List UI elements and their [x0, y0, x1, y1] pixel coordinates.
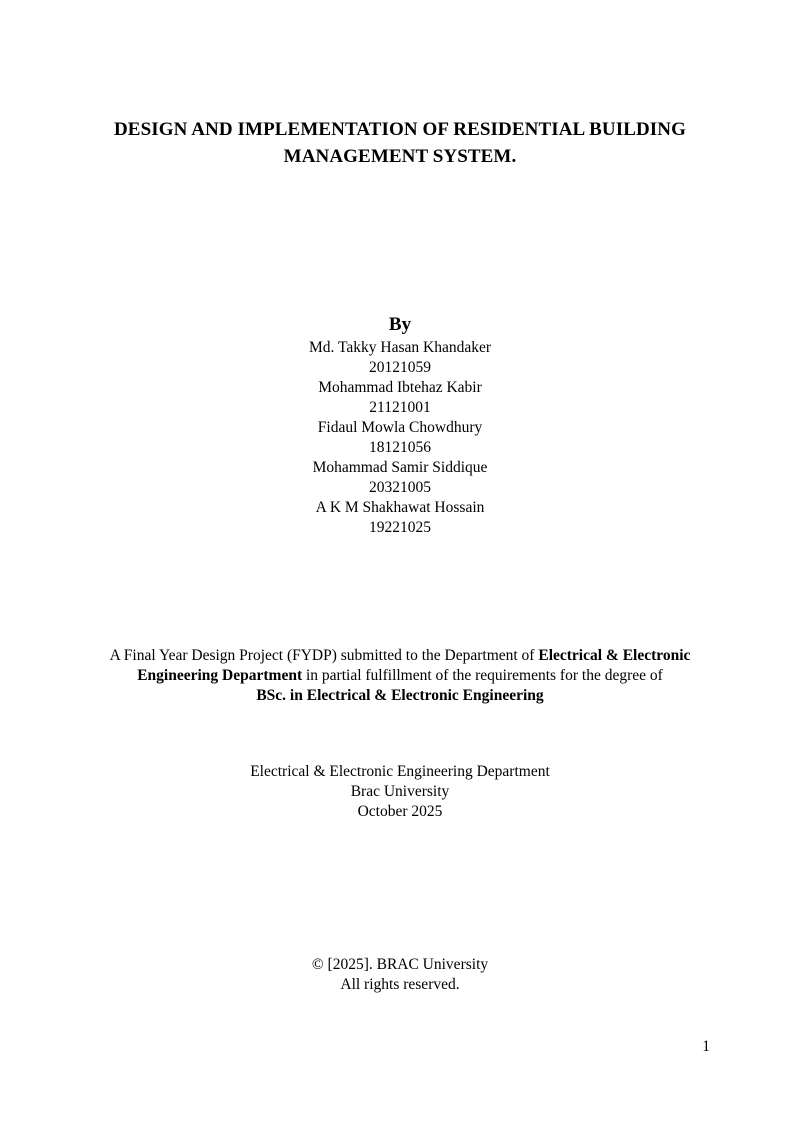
author-name: Mohammad Ibtehaz Kabir	[318, 379, 482, 396]
document-title	[0, 116, 800, 170]
copyright-line-1: © [2025]. BRAC University	[311, 956, 489, 973]
author-id: 19221025	[369, 519, 431, 536]
copyright-notice	[0, 955, 800, 995]
submission-line-1-text: A Final Year Design Project (FYDP) submitted to the Department of	[109, 647, 539, 664]
author-name: Md. Takky Hasan Khandaker	[309, 339, 491, 356]
page-number: 1	[702, 1038, 710, 1055]
title-line-2: MANAGEMENT SYSTEM.	[283, 146, 517, 167]
submission-line-2	[0, 666, 800, 686]
submission-line-3	[0, 686, 800, 706]
author-id: 21121001	[369, 399, 431, 416]
author-id: 20121059	[369, 359, 431, 376]
university-name: Brac University	[350, 783, 450, 800]
submission-line-2-bold: Engineering Department	[137, 667, 303, 684]
submission-line-1-bold: Electrical & Electronic	[538, 647, 691, 664]
degree-name: BSc. in Electrical & Electronic Engineering	[256, 687, 544, 704]
by-label: By	[388, 314, 412, 335]
author-id: 18121056	[369, 439, 431, 456]
submission-statement	[0, 646, 800, 706]
author-name: A K M Shakhawat Hossain	[315, 499, 485, 516]
author-block	[0, 312, 800, 538]
copyright-line-2: All rights reserved.	[340, 976, 460, 993]
author-name: Mohammad Samir Siddique	[312, 459, 488, 476]
department-name: Electrical & Electronic Engineering Department	[250, 763, 550, 780]
submission-date: October 2025	[357, 803, 443, 820]
author-id: 20321005	[369, 479, 431, 496]
title-line-1: DESIGN AND IMPLEMENTATION OF RESIDENTIAL BUILDING	[113, 119, 686, 140]
author-name: Fidaul Mowla Chowdhury	[317, 419, 483, 436]
institution-block	[0, 762, 800, 822]
submission-line-2-text: in partial fulfillment of the requirements for the degree of	[302, 667, 663, 684]
submission-line-1	[0, 646, 800, 666]
